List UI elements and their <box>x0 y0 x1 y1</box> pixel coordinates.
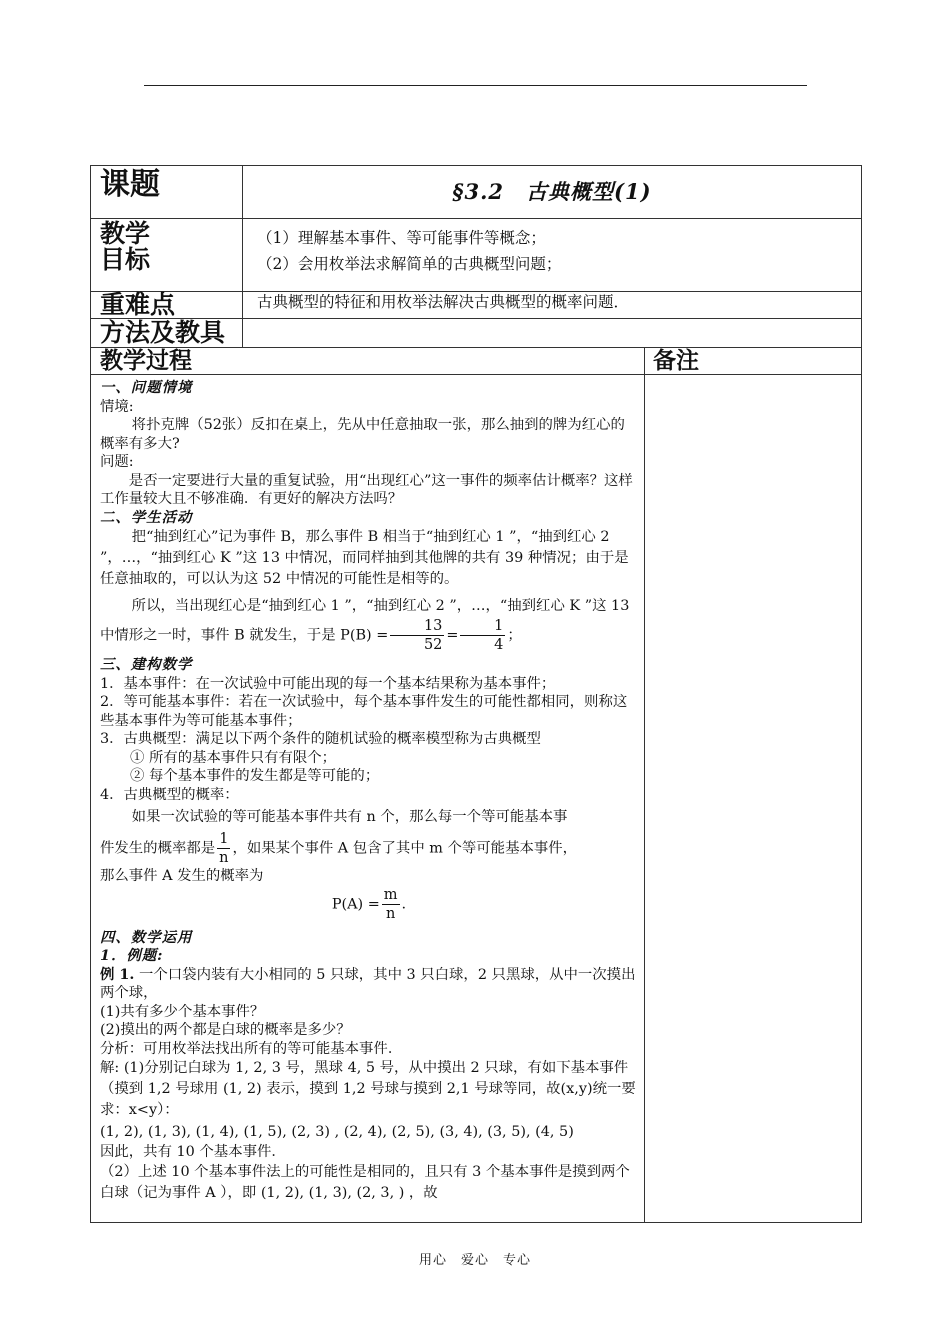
probability-text-2 <box>100 830 638 867</box>
fraction-1-n <box>217 830 230 867</box>
example-1-label: 例 1. <box>100 965 135 983</box>
example-1-solution-2: （2）上述 10 个基本事件法上的可能性是相同的，且只有 3 个基本事件是摸到两个白球（记为事件 A ），即 (1, 2), (1, 3), (2, 3, ) ，故 <box>100 1163 630 1201</box>
section-1-title: 一、问题情境 <box>100 379 193 396</box>
course-title-label: 课题 <box>91 166 243 219</box>
fraction-1-4 <box>460 617 505 654</box>
methods-text <box>243 319 862 348</box>
course-title: §3.2 古典概型(1) <box>243 166 862 219</box>
activity-text-2-main: 所以，当出现红心是“抽到红心 1 ”，“抽到红心 2 ”，…，“抽到红心 K ”这 13 中情形之一时，事件 B 就发生，于是 P(B) = <box>100 598 630 644</box>
difficulty-text: 古典概型的特征和用枚举法解决古典概型的概率问题． <box>243 292 862 319</box>
goals-label <box>91 219 243 292</box>
activity-end: ； <box>507 627 522 644</box>
section-3-title: 三、建构数学 <box>100 656 193 673</box>
activity-text-1: 把“抽到红心”记为事件 B，那么事件 B 相当于“抽到红心 1 ”，“抽到红心 2 ”，…，“抽到红心 K ”这 13 中情况，而同样抽到其他牌的共有 39 种情况；由于是任意抽取的，可以认为这 52 中情况的可能性是相等的。 <box>100 529 629 587</box>
section-4-title: 四、数学运用 <box>100 928 193 946</box>
definition-1: 1．基本事件：在一次试验中可能出现的每一个基本结果称为基本事件； <box>100 675 556 692</box>
fraction-numerator: 1 <box>217 830 230 849</box>
notes-label: 备注 <box>645 348 862 375</box>
definition-3: 3．古典概型：满足以下两个条件的随机试验的概率模型称为古典概型 <box>100 731 541 747</box>
condition-1: ① 所有的基本事件只有有限个； <box>130 749 337 766</box>
goals-label-line2: 目标 <box>100 245 151 274</box>
notes-column <box>645 375 862 1223</box>
fraction-numerator: m <box>383 886 398 903</box>
example-1 <box>100 966 638 1003</box>
example-1-question-1: (1)共有多少个基本事件？ <box>100 1003 265 1020</box>
condition-2: ② 每个基本事件的发生都是等可能的； <box>130 768 380 784</box>
example-1-event-list: (1, 2), (1, 3), (1, 4), (1, 5), (2, 3) , (2, 4), (2, 5), (3, 4), (3, 5), (4, 5) <box>100 1124 574 1140</box>
goals-content <box>243 219 862 292</box>
difficulty-label: 重难点 <box>91 292 243 319</box>
process-content <box>91 375 645 1223</box>
probability-text-1: 如果一次试验的等可能基本事件共有 n 个，那么每一个等可能基本事 <box>131 809 568 825</box>
scene-text: 将扑克牌（52张）反扣在桌上，先从中任意抽取一张，那么抽到的牌为红心的概率有多大? <box>100 417 625 452</box>
example-1-count: 因此，共有 10 个基本事件． <box>100 1144 286 1160</box>
goal-item-2: （2）会用枚举法求解简单的古典概型问题； <box>257 255 562 273</box>
fraction-m-n <box>382 886 400 923</box>
fraction-13-52 <box>390 617 444 654</box>
fraction-denominator: 4 <box>494 637 504 653</box>
activity-text-2 <box>100 596 638 654</box>
header-rule <box>144 85 807 86</box>
question-text: 是否一定要进行大量的重复试验，用“出现红心”这一事件的频率估计概率？这样工作量较大且不够准确．有更好的解决方法吗？ <box>100 472 633 507</box>
page-footer: 用心 爱心 专心 <box>418 1253 531 1268</box>
goals-label-line1: 教学 <box>100 219 151 248</box>
lesson-plan-table <box>90 165 862 1223</box>
example-1-solution-1: 解: (1)分别记白球为 1, 2, 3 号，黑球 4, 5 号，从中摸出 2 只球，有如下基本事件（摸到 1,2 号球用 (1, 2) 表示，摸到 1,2 号球与摸到 2,1 号球等同，故(x,y)统一要求：x<y）： <box>100 1060 636 1118</box>
probability-text-2a: 件发生的概率都是 <box>100 840 216 857</box>
equals-sign: = <box>446 627 459 644</box>
process-label: 教学过程 <box>91 348 645 375</box>
question-label: 问题: <box>100 454 134 470</box>
fraction-numerator: 1 <box>460 617 505 636</box>
examples-subtitle: 1．例题: <box>100 947 164 964</box>
fraction-denominator: n <box>386 905 396 922</box>
fraction-denominator: n <box>219 850 229 866</box>
fraction-numerator: 13 <box>390 617 444 636</box>
fraction-denominator: 52 <box>423 637 443 653</box>
methods-label: 方法及教具 <box>91 319 243 348</box>
example-1-analysis: 分析：可用枚举法找出所有的等可能基本事件． <box>100 1040 403 1057</box>
definition-4: 4．古典概型的概率： <box>100 786 239 803</box>
scene-label: 情境: <box>100 398 134 415</box>
probability-text-3: 那么事件 A 发生的概率为 <box>100 868 264 884</box>
formula-lhs: P(A) = <box>331 896 380 912</box>
example-1-question-2: (2)摸出的两个都是白球的概率是多少？ <box>100 1022 351 1038</box>
definition-2: 2．等可能基本事件：若在一次试验中，每个基本事件发生的可能性都相同，则称这些基本事件为等可能基本事件； <box>100 694 628 729</box>
example-1-text: 一个口袋内装有大小相同的 5 只球，其中 3 只白球，2 只黑球，从中一次摸出两个球， <box>100 966 636 1001</box>
probability-text-2b: ，如果某个事件 A 包含了其中 m 个等可能基本事件， <box>232 840 578 857</box>
formula-end: . <box>401 896 407 912</box>
probability-formula <box>100 886 638 923</box>
section-2-title: 二、学生活动 <box>100 508 193 526</box>
goal-item-1: （1）理解基本事件、等可能事件等概念； <box>257 229 546 247</box>
